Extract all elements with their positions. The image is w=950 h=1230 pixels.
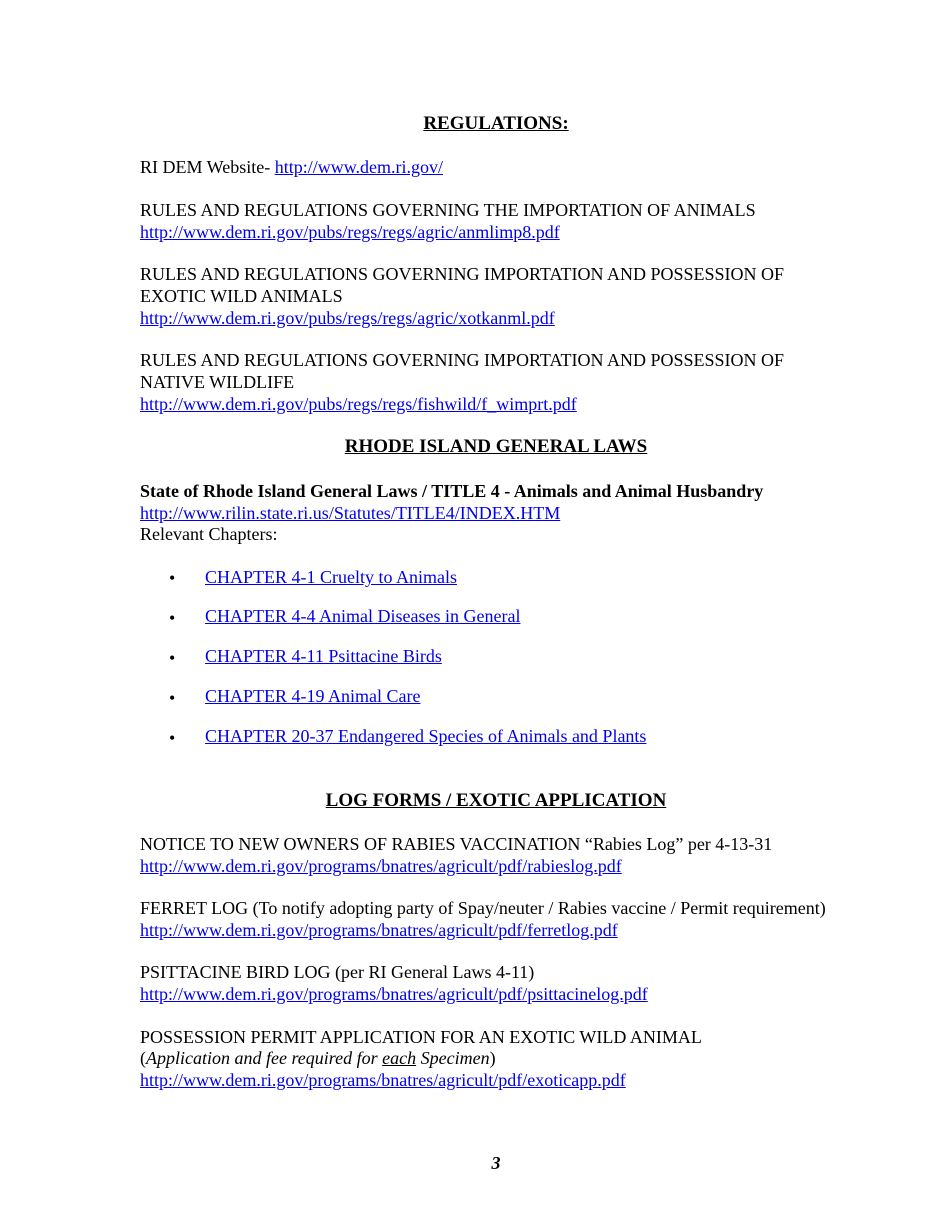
regulation-title-native-line2: NATIVE WILDLIFE xyxy=(140,372,295,392)
rabies-log-title: NOTICE TO NEW OWNERS OF RABIES VACCINATION “Rabies Log” per 4-13-31 xyxy=(140,834,773,854)
chapter-link-20-37[interactable]: CHAPTER 20-37 Endangered Species of Animals and Plants xyxy=(205,726,647,746)
regulation-title-exotic-line1: RULES AND REGULATIONS GOVERNING IMPORTATION AND POSSESSION OF xyxy=(140,264,785,284)
bullet-icon: • xyxy=(169,568,176,588)
psittacine-log-title: PSITTACINE BIRD LOG (per RI General Laws 4-11) xyxy=(140,962,535,982)
rabies-log-link[interactable]: http://www.dem.ri.gov/programs/bnatres/agricult/pdf/rabieslog.pdf xyxy=(140,856,622,876)
dem-website-label: RI DEM Website- xyxy=(140,157,275,177)
regulations-heading: REGULATIONS: xyxy=(423,113,569,134)
bullet-icon: • xyxy=(169,648,176,668)
ferret-log-link[interactable]: http://www.dem.ri.gov/programs/bnatres/agricult/pdf/ferretlog.pdf xyxy=(140,920,618,940)
page-number: 3 xyxy=(491,1153,501,1173)
title4-heading: State of Rhode Island General Laws / TITLE 4 - Animals and Animal Husbandry xyxy=(140,481,764,501)
regulation-link-native[interactable]: http://www.dem.ri.gov/pubs/regs/regs/fishwild/f_wimprt.pdf xyxy=(140,394,577,414)
psittacine-log-link[interactable]: http://www.dem.ri.gov/programs/bnatres/agricult/pdf/psittacinelog.pdf xyxy=(140,984,648,1004)
title4-index-link[interactable]: http://www.rilin.state.ri.us/Statutes/TITLE4/INDEX.HTM xyxy=(140,503,561,523)
chapter-link-4-4[interactable]: CHAPTER 4-4 Animal Diseases in General xyxy=(205,606,521,626)
dem-website-link[interactable]: http://www.dem.ri.gov/ xyxy=(274,157,444,177)
chapter-link-4-19[interactable]: CHAPTER 4-19 Animal Care xyxy=(205,686,421,706)
bullet-icon: • xyxy=(169,688,176,708)
regulation-link-importation[interactable]: http://www.dem.ri.gov/pubs/regs/regs/agric/anmlimp8.pdf xyxy=(140,222,560,242)
ferret-log-title: FERRET LOG (To notify adopting party of Spay/neuter / Rabies vaccine / Permit requirement) xyxy=(140,898,826,918)
regulation-title-exotic-line2: EXOTIC WILD ANIMALS xyxy=(140,286,343,306)
note-text-part2: Specimen xyxy=(416,1048,490,1068)
chapter-link-4-1[interactable]: CHAPTER 4-1 Cruelty to Animals xyxy=(205,567,457,587)
exotic-permit-title: POSSESSION PERMIT APPLICATION FOR AN EXOTIC WILD ANIMAL xyxy=(140,1027,702,1047)
relevant-chapters-label: Relevant Chapters: xyxy=(140,524,278,544)
exotic-permit-note xyxy=(140,1047,496,1069)
note-text-emphasis: each xyxy=(382,1048,417,1068)
exotic-permit-link[interactable]: http://www.dem.ri.gov/programs/bnatres/agricult/pdf/exoticapp.pdf xyxy=(140,1070,626,1090)
regulation-title-importation: RULES AND REGULATIONS GOVERNING THE IMPORTATION OF ANIMALS xyxy=(140,200,756,220)
dem-website-line xyxy=(140,156,443,178)
chapter-link-4-11[interactable]: CHAPTER 4-11 Psittacine Birds xyxy=(205,646,442,666)
regulation-title-native-line1: RULES AND REGULATIONS GOVERNING IMPORTATION AND POSSESSION OF xyxy=(140,350,785,370)
note-text-part1: Application and fee required for xyxy=(146,1048,383,1068)
regulation-link-exotic[interactable]: http://www.dem.ri.gov/pubs/regs/regs/agric/xotkanml.pdf xyxy=(140,308,555,328)
bullet-icon: • xyxy=(169,728,176,748)
note-close-paren: ) xyxy=(489,1048,496,1068)
general-laws-heading: RHODE ISLAND GENERAL LAWS xyxy=(344,436,648,457)
note-open-paren: ( xyxy=(140,1048,146,1068)
log-forms-heading: LOG FORMS / EXOTIC APPLICATION xyxy=(325,790,667,811)
bullet-icon: • xyxy=(169,608,176,628)
